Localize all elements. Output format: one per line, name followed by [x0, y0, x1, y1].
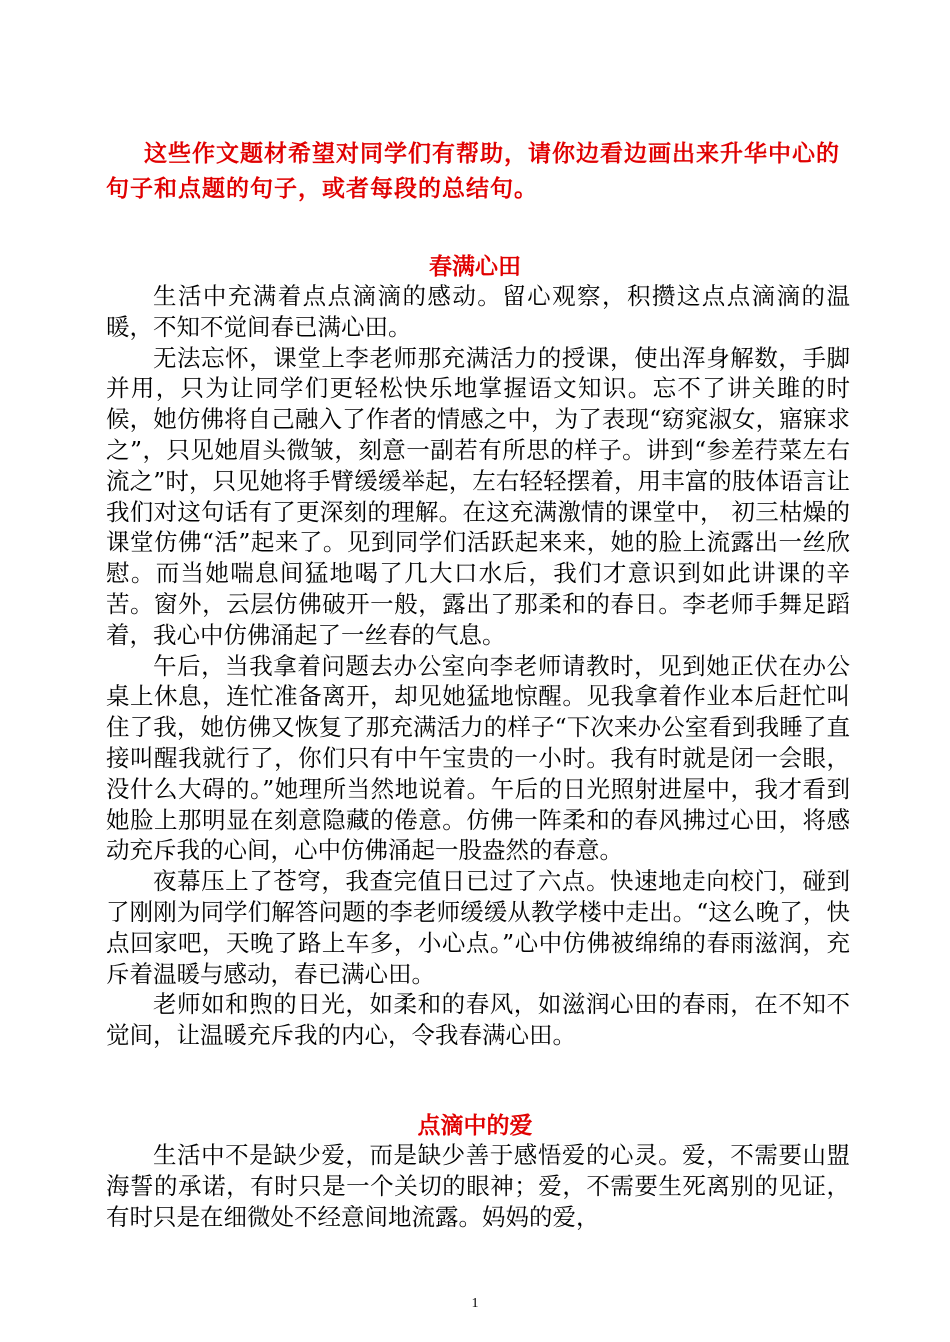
paragraph: 无法忘怀，课堂上李老师那充满活力的授课，使出浑身解数，手脚并用，只为让同学们更轻松快乐地掌握语文知识。忘不了讲关雎的时候，她仿佛将自己融入了作者的情感之中，为了表现“窈窕淑女，寤寐求之”，只见她眉头微皱，刻意一副若有所思的样子。讲到“参差荇菜左右流之”时，只见她将手臂缓缓举起，左右轻轻摆着，用丰富的肢体语言让我们对这句话有了更深刻的理解。在这充满激情的课堂中， 初三枯燥的课堂仿佛“活”起来了。见到同学们活跃起来来，她的脸上流露出一丝欣慰。而当她喘息间猛地喝了几大口水后，我们才意识到如此讲课的辛苦。窗外，云层仿佛破开一般，露出了那柔和的春日。李老师手舞足蹈着，我心中仿佛涌起了一丝春的气息。: [106, 343, 850, 649]
intro-note: 这些作文题材希望对同学们有帮助，请你边看边画出来升华中心的句子和点题的句子，或者每段的总结句。: [106, 140, 840, 202]
paragraph: 午后，当我拿着问题去办公室向李老师请教时，见到她正伏在办公桌上休息，连忙准备离开，却见她猛地惊醒。见我拿着作业本后赶忙叫住了我，她仿佛又恢复了那充满活力的样子“下次来办公室看到我睡了直接叫醒我就行了，你们只有中午宝贵的一小时。我有时就是闭一会眼，没什么大碍的。”她理所当然地说着。午后的日光照射进屋中，我才看到她脸上那明显在刻意隐藏的倦意。仿佛一阵柔和的春风拂过心田，将感动充斥我的心间，心中仿佛涌起一股盎然的春意。: [106, 651, 850, 865]
section-body-2: [106, 1140, 850, 1232]
paragraph: 夜幕压上了苍穹，我查完值日已过了六点。快速地走向校门，碰到了刚刚为同学们解答问题的李老师缓缓从教学楼中走出。“这么晚了，快点回家吧，天晚了路上车多，小心点。”心中仿佛被绵绵的春雨滋润，充斥着温暖与感动，春已满心田。: [106, 867, 850, 988]
paragraph: 老师如和煦的日光，如柔和的春风，如滋润心田的春雨，在不知不觉间，让温暖充斥我的内心，令我春满心田。: [106, 990, 850, 1050]
section-body-1: [106, 281, 850, 1051]
paragraph: 生活中不是缺少爱，而是缺少善于感悟爱的心灵。爱，不需要山盟海誓的承诺，有时只是一个关切的眼神；爱，不需要生死离别的见证，有时只是在细微处不经意间地流露。妈妈的爱，: [106, 1141, 850, 1231]
paragraph: 生活中充满着点点滴滴的感动。留心观察，积攒这点点滴滴的温暖，不知不觉间春已满心田。: [106, 282, 850, 341]
section-title-1: 春满心田: [429, 254, 521, 280]
section-title-2: 点滴中的爱: [417, 1113, 533, 1139]
page-number: 1: [471, 1296, 479, 1311]
